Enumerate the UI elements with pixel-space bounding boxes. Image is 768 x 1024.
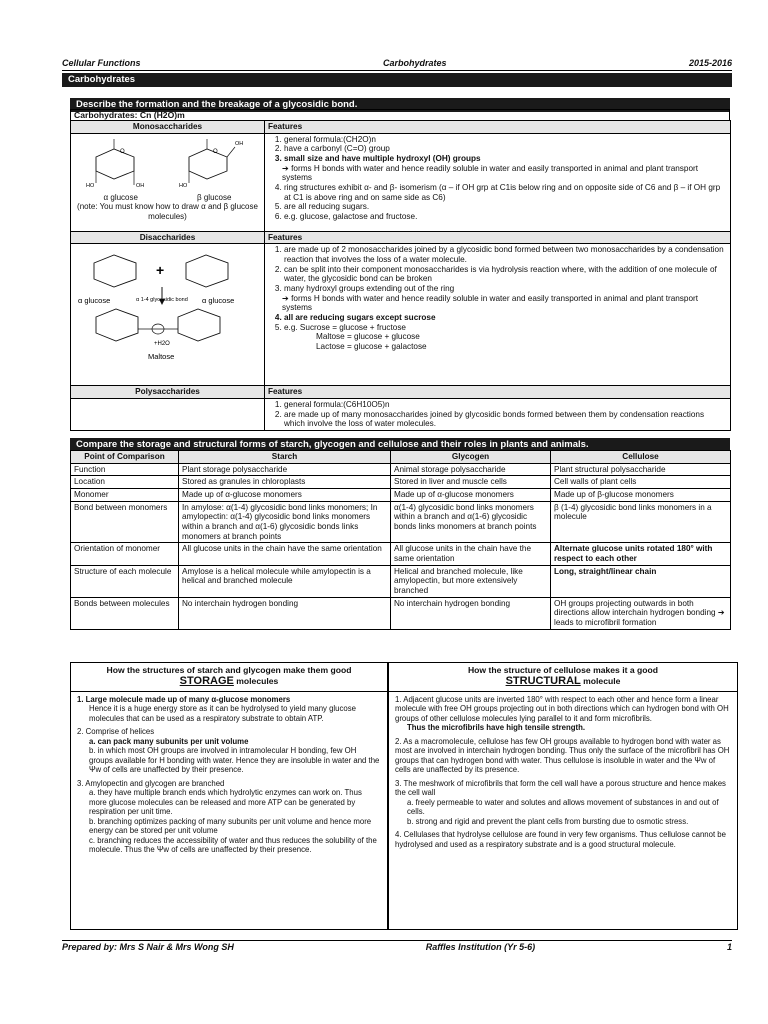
- svg-text:HO: HO: [85, 182, 94, 189]
- structural-big: STRUCTURAL: [505, 675, 581, 688]
- table-cell: Location: [71, 476, 179, 489]
- formula-line: Carbohydrates: Cn (H2O)m: [70, 109, 730, 120]
- structural-p3: 3. The meshwork of microfibrils that form the cell wall have a porous structure and hence makes the cell wall: [395, 778, 726, 798]
- header-left: Cellular Functions: [62, 58, 141, 68]
- structural-p1: 1. Adjacent glucose units are inverted 180° with respect to each other and hence form a linear molecule with free OH groups projecting out in both directions which can hydrogen bond with OH groups of other cellulose molecules lying parallel to it and form microfibrils.: [395, 694, 729, 723]
- mono-feature: 6. e.g. glucose, galactose and fructose.: [284, 212, 727, 222]
- mono-head-right: Features: [265, 121, 731, 134]
- table-cell: Structure of each molecule: [71, 565, 179, 597]
- storage-head: How the structures of starch and glycogen make them good: [106, 665, 352, 675]
- mono-feature: 1. general formula:(CH2O)n: [284, 135, 727, 145]
- poly-feature: 1. general formula:(C6H10O5)n: [284, 400, 727, 410]
- table-cell: Bond between monomers: [71, 501, 179, 543]
- table-cell: Function: [71, 463, 179, 476]
- di-feature: 2. can be split into their component monosaccharides is via hydrolysis reaction where, with the addition of one molecule of water, the glycosidic bond can be broken: [284, 265, 727, 284]
- alpha-glucose-label: α glucose: [103, 192, 138, 202]
- table-cell: No interchain hydrogen bonding: [391, 597, 551, 629]
- storage-column: [70, 662, 388, 930]
- alpha-glucose-diagram: [84, 135, 158, 193]
- di-feature: 1. are made up of 2 monosaccharides joined by a glycosidic bond formed between two monosaccharides by a condensation reaction that involves the loss of a water molecule.: [284, 245, 727, 264]
- di-feature: 4. all are reducing sugars except sucrose: [284, 313, 727, 323]
- footer-center: Raffles Institution (Yr 5-6): [425, 942, 536, 952]
- table-cell: Bonds between molecules: [71, 597, 179, 629]
- page-number: 1: [726, 942, 732, 952]
- table-cell: No interchain hydrogen bonding: [179, 597, 391, 629]
- structural-head: How the structure of cellulose makes it a good: [467, 665, 659, 675]
- table-cell: Made up of α-glucose monomers: [391, 489, 551, 502]
- table-cell: In amylose: α(1-4) glycosidic bond links monomers; In amylopectin: α(1-4) glycosidic bond links monomers within a branch and α(1-6) glycosidic bonds links monomers at branch points: [179, 501, 391, 543]
- poly-head-left: Polysaccharides: [71, 386, 265, 399]
- structural-p2: 2. As a macromolecule, cellulose has few OH groups available to hydrogen bond with water as most are involved in interchain hydrogen bonding. Thus only the surface of the microfibril has OH groups that can hydrogen bond with water. Thus cellulose is insoluble in water and the Ψw of cells are unaffected by its presence.: [395, 736, 730, 775]
- mono-features-cell: [265, 133, 731, 231]
- maltose-condensation-diagram: [74, 245, 260, 367]
- table-cell: Long, straight/linear chain: [551, 565, 731, 597]
- poly-features-cell: [265, 399, 731, 431]
- storage-p1b: Hence it is a huge energy store as it can be hydrolysed to yield many glucose molecules that can be used as a respiratory substrate to obtain ATP.: [89, 704, 356, 723]
- table-row: [71, 463, 731, 476]
- structural-p3a: a. freely permeable to water and solutes and allows movement of substances in and out of cells.: [407, 797, 719, 817]
- comparison-table: [70, 450, 731, 630]
- table-cell: Cell walls of plant cells: [551, 476, 731, 489]
- poly-figure-cell: [71, 399, 265, 431]
- glycosidic-bond-label: α 1-4 glycosidic bond: [136, 297, 188, 304]
- mono-feature: 5. are all reducing sugars.: [284, 202, 727, 212]
- header-center: Carbohydrates: [382, 58, 447, 68]
- comparison-header: Point of Comparison: [71, 451, 179, 464]
- poly-feature: 2. are made up of many monosaccharides joined by glycosidic bonds formed between them by condensation reactions which involve the loss of water molecules.: [284, 410, 727, 429]
- mono-feature: 3. small size and have multiple hydroxyl (OH) groups: [284, 154, 727, 164]
- table-cell: Stored as granules in chloroplasts: [179, 476, 391, 489]
- di-head-left: Disaccharides: [71, 231, 265, 244]
- di-example-maltose: Maltose = glucose + glucose: [316, 332, 420, 342]
- table-cell: Plant storage polysaccharide: [179, 463, 391, 476]
- q2-title: Compare the storage and structural forms of starch, glycogen and cellulose and their roles in plants and animals.: [70, 438, 730, 452]
- di-head-right: Features: [265, 231, 731, 244]
- mono-figure-cell: [71, 133, 265, 231]
- monosaccharide-table: [70, 120, 731, 431]
- storage-p3: 3. Amylopectin and glycogen are branched: [77, 778, 225, 788]
- mono-head-left: Monosaccharides: [71, 121, 265, 134]
- storage-p3b: b. branching optimizes packing of many subunits per unit volume and hence more energy can be stored per unit volume: [89, 816, 372, 836]
- storage-big: STORAGE: [179, 675, 234, 688]
- structural-p4: 4. Cellulases that hydrolyse cellulose are found in very few organisms. Thus cellulose cannot be hydrolysed and used as a respiratory substrate and is a good structural molecule.: [395, 830, 726, 849]
- mono-note: (note: You must know how to draw α and β glucose molecules): [77, 202, 258, 221]
- storage-p3a: a. they have multiple branch ends which hydrolytic enzymes can work on. Thus more glucose molecules can be released and more ATP can be generated by respiration per unit time.: [89, 788, 362, 817]
- section-title: Carbohydrates: [62, 73, 732, 87]
- table-cell: Made up of α-glucose monomers: [179, 489, 391, 502]
- q1-title: Describe the formation and the breakage of a glycosidic bond.: [70, 98, 730, 112]
- storage-p2a: a. can pack many subunits per unit volume: [89, 736, 249, 746]
- svg-text:+: +: [156, 262, 165, 279]
- table-row: [71, 489, 731, 502]
- table-row: [71, 543, 731, 565]
- structural-p1b: Thus the microfibrils have high tensile strength.: [407, 723, 586, 733]
- table-cell: All glucose units in the chain have the same orientation: [179, 543, 391, 565]
- table-cell: Made up of β-glucose monomers: [551, 489, 731, 502]
- table-row: [71, 476, 731, 489]
- svg-text:OH: OH: [135, 182, 144, 189]
- comparison-header: Glycogen: [391, 451, 551, 464]
- alpha-glucose-2-label: α glucose: [202, 296, 235, 306]
- storage-p2b: b. in which most OH groups are involved in intramolecular H bonding, few OH groups available for H bonding with water. Hence they are insoluble in water and the Ψw of cells are unaffected by their presence.: [89, 746, 380, 775]
- di-figure-cell: [71, 244, 265, 386]
- page-header: [62, 58, 732, 71]
- storage-p2: 2. Comprise of helices: [77, 727, 155, 737]
- svg-text:HO: HO: [179, 182, 188, 189]
- table-cell: OH groups projecting outwards in both directions allow interchain hydrogen bonding ➔ leads to microfibril formation: [551, 597, 731, 629]
- mono-feature: 2. have a carbonyl (C=O) group: [284, 144, 727, 154]
- structural-tail: molecule: [583, 676, 621, 687]
- di-feature: 5. e.g. Sucrose = glucose + fructose: [284, 323, 727, 333]
- table-row: [71, 565, 731, 597]
- table-row: [71, 501, 731, 543]
- structural-p3b: b. strong and rigid and prevent the plant cells from bursting due to osmotic stress.: [407, 816, 689, 826]
- table-cell: β (1-4) glycosidic bond links monomers in a molecule: [551, 501, 731, 543]
- table-cell: Amylose is a helical molecule while amylopectin is a helical and branched molecule: [179, 565, 391, 597]
- storage-p1: 1. Large molecule made up of many α-glucose monomers: [77, 694, 291, 704]
- poly-head-right: Features: [265, 386, 731, 399]
- table-cell: Animal storage polysaccharide: [391, 463, 551, 476]
- svg-text:O: O: [119, 148, 125, 155]
- table-cell: Alternate glucose units rotated 180° with respect to each other: [551, 543, 731, 565]
- table-cell: Orientation of monomer: [71, 543, 179, 565]
- storage-p3c: c. branching reduces the accessibility of water and thus reduces the solubility of the molecule. Thus the Ψw of cells are unaffected by their presence.: [89, 835, 377, 855]
- table-cell: All glucose units in the chain have the same orientation: [391, 543, 551, 565]
- table-cell: α(1-4) glycosidic bond links monomers within a branch and α(1-6) glycosidic bonds links monomers at branch points: [391, 501, 551, 543]
- svg-text:OH: OH: [235, 140, 244, 147]
- table-cell: Stored in liver and muscle cells: [391, 476, 551, 489]
- mono-feature: 4. ring structures exhibit α- and β- isomerism (α – if OH grp at C1is below ring and on opposite side of C6 and β – if OH grp at C1 is above ring and on same side as C6): [284, 183, 727, 202]
- comparison-header: Cellulose: [551, 451, 731, 464]
- header-right: 2015-2016: [688, 58, 732, 68]
- page-footer: [62, 940, 732, 953]
- di-arrow-line: ➔ forms H bonds with water and hence readily soluble in water and easily transported in animal and plant transport systems: [282, 293, 699, 313]
- comparison-header: Starch: [179, 451, 391, 464]
- table-cell: Plant structural polysaccharide: [551, 463, 731, 476]
- beta-glucose-diagram: [177, 135, 251, 193]
- di-example-lactose: Lactose = glucose + galactose: [316, 342, 427, 352]
- mono-arrow-line: ➔ forms H bonds with water and hence readily soluble in water and easily transported in animal and plant transport systems: [282, 163, 699, 183]
- table-cell: Monomer: [71, 489, 179, 502]
- beta-glucose-label: β glucose: [197, 192, 232, 202]
- alpha-glucose-1-label: α glucose: [78, 296, 111, 306]
- svg-text:O: O: [213, 148, 218, 155]
- di-features-cell: [265, 244, 731, 386]
- structural-column: [388, 662, 738, 930]
- maltose-label: Maltose: [148, 352, 175, 362]
- table-cell: Helical and branched molecule, like amylopectin, but more extensively branched: [391, 565, 551, 597]
- footer-left: Prepared by: Mrs S Nair & Mrs Wong SH: [62, 942, 234, 952]
- water-label: +H2O: [154, 341, 170, 348]
- storage-tail: molecules: [236, 676, 279, 687]
- table-row: [71, 597, 731, 629]
- di-feature: 3. many hydroxyl groups extending out of the ring: [284, 284, 727, 294]
